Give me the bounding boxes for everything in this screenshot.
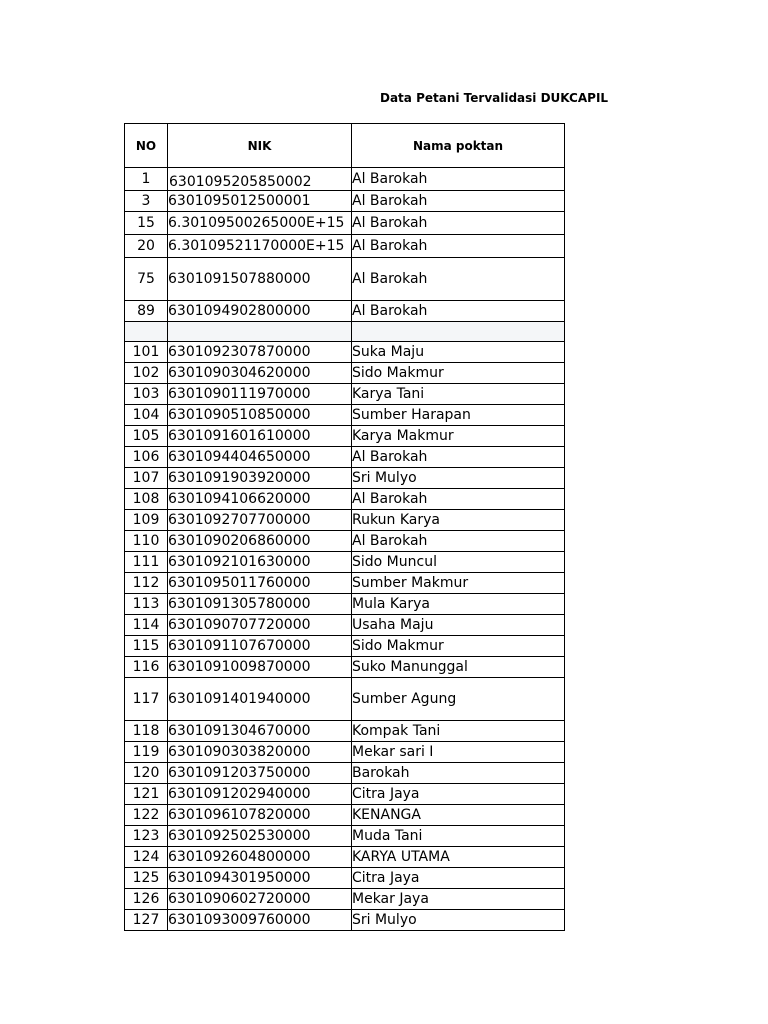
cell-nik: 6301091203750000 xyxy=(168,763,352,784)
cell-no: 106 xyxy=(125,447,168,468)
table-row xyxy=(125,301,565,322)
cell-nik: 6301094106620000 xyxy=(168,489,352,510)
table-row xyxy=(125,531,565,552)
cell-no xyxy=(125,322,168,342)
cell-nik: 6301090303820000 xyxy=(168,742,352,763)
table-row xyxy=(125,657,565,678)
cell-nama-poktan: Karya Tani xyxy=(352,384,565,405)
cell-no: 110 xyxy=(125,531,168,552)
cell-nama-poktan: Al Barokah xyxy=(352,258,565,301)
cell-no: 117 xyxy=(125,678,168,721)
cell-no: 103 xyxy=(125,384,168,405)
cell-no: 127 xyxy=(125,910,168,931)
table-row xyxy=(125,322,565,342)
cell-no: 101 xyxy=(125,342,168,363)
cell-no: 108 xyxy=(125,489,168,510)
cell-nik: 6301091107670000 xyxy=(168,636,352,657)
document-title-container xyxy=(350,89,609,109)
table-row xyxy=(125,678,565,721)
table-row xyxy=(125,847,565,868)
cell-nama-poktan: KARYA UTAMA xyxy=(352,847,565,868)
cell-no: 1 xyxy=(125,168,168,191)
cell-nik xyxy=(168,322,352,342)
header-nik: NIK xyxy=(168,124,352,168)
table-row xyxy=(125,784,565,805)
cell-nama-poktan xyxy=(352,322,565,342)
cell-no: 89 xyxy=(125,301,168,322)
cell-nama-poktan: Citra Jaya xyxy=(352,784,565,805)
cell-nik: 6301090206860000 xyxy=(168,531,352,552)
cell-nama-poktan: Al Barokah xyxy=(352,212,565,235)
cell-nik: 6301090111970000 xyxy=(168,384,352,405)
cell-no: 120 xyxy=(125,763,168,784)
cell-no: 75 xyxy=(125,258,168,301)
cell-nama-poktan: Sido Makmur xyxy=(352,363,565,384)
cell-no: 122 xyxy=(125,805,168,826)
cell-nama-poktan: Suko Manunggal xyxy=(352,657,565,678)
cell-nama-poktan: Al Barokah xyxy=(352,447,565,468)
cell-nama-poktan: Muda Tani xyxy=(352,826,565,847)
cell-nama-poktan: Sido Makmur xyxy=(352,636,565,657)
cell-no: 123 xyxy=(125,826,168,847)
cell-no: 116 xyxy=(125,657,168,678)
cell-nik: 6301094404650000 xyxy=(168,447,352,468)
cell-nik: 6301091903920000 xyxy=(168,468,352,489)
cell-nama-poktan: Barokah xyxy=(352,763,565,784)
cell-no: 102 xyxy=(125,363,168,384)
cell-no: 109 xyxy=(125,510,168,531)
cell-nik: 6301095011760000 xyxy=(168,573,352,594)
cell-no: 124 xyxy=(125,847,168,868)
table-header-row xyxy=(125,124,565,168)
cell-nama-poktan: Mekar Jaya xyxy=(352,889,565,910)
cell-nama-poktan: Mekar sari I xyxy=(352,742,565,763)
table-row xyxy=(125,721,565,742)
cell-nik: 6.30109500265000E+15 xyxy=(168,212,352,235)
farmer-table xyxy=(124,123,565,931)
cell-no: 105 xyxy=(125,426,168,447)
cell-no: 104 xyxy=(125,405,168,426)
table-row xyxy=(125,615,565,636)
header-no: NO xyxy=(125,124,168,168)
cell-nik: 6301091401940000 xyxy=(168,678,352,721)
table-row xyxy=(125,384,565,405)
cell-nik: 6301090707720000 xyxy=(168,615,352,636)
table-row xyxy=(125,636,565,657)
cell-nik: 6301092707700000 xyxy=(168,510,352,531)
table-row xyxy=(125,573,565,594)
cell-no: 121 xyxy=(125,784,168,805)
table-row xyxy=(125,868,565,889)
cell-nik: 6301091601610000 xyxy=(168,426,352,447)
cell-nama-poktan: Al Barokah xyxy=(352,168,565,191)
cell-nama-poktan: KENANGA xyxy=(352,805,565,826)
cell-nama-poktan: Sumber Agung xyxy=(352,678,565,721)
cell-nik: 6.30109521170000E+15 xyxy=(168,235,352,258)
cell-nik: 6301090602720000 xyxy=(168,889,352,910)
cell-nik: 6301094301950000 xyxy=(168,868,352,889)
cell-nama-poktan: Al Barokah xyxy=(352,531,565,552)
cell-no: 125 xyxy=(125,868,168,889)
table-row xyxy=(125,763,565,784)
cell-nik: 6301091305780000 xyxy=(168,594,352,615)
cell-no: 112 xyxy=(125,573,168,594)
table-row xyxy=(125,889,565,910)
cell-nama-poktan: Karya Makmur xyxy=(352,426,565,447)
cell-nama-poktan: Suka Maju xyxy=(352,342,565,363)
cell-nik: 6301093009760000 xyxy=(168,910,352,931)
table-row xyxy=(125,742,565,763)
cell-no: 20 xyxy=(125,235,168,258)
table-row xyxy=(125,510,565,531)
cell-no: 107 xyxy=(125,468,168,489)
cell-nama-poktan: Al Barokah xyxy=(352,235,565,258)
cell-nama-poktan: Sumber Makmur xyxy=(352,573,565,594)
header-nama-poktan: Nama poktan xyxy=(352,124,565,168)
cell-nik: 6301096107820000 xyxy=(168,805,352,826)
cell-nama-poktan: Al Barokah xyxy=(352,489,565,510)
table-row xyxy=(125,258,565,301)
cell-nik: 6301090510850000 xyxy=(168,405,352,426)
table-row xyxy=(125,826,565,847)
cell-nik: 6301095205850002 xyxy=(168,168,352,191)
table-row xyxy=(125,235,565,258)
cell-nik: 6301092101630000 xyxy=(168,552,352,573)
cell-nama-poktan: Citra Jaya xyxy=(352,868,565,889)
cell-nik: 6301091507880000 xyxy=(168,258,352,301)
cell-nama-poktan: Sumber Harapan xyxy=(352,405,565,426)
cell-nama-poktan: Sri Mulyo xyxy=(352,468,565,489)
table-row xyxy=(125,342,565,363)
cell-no: 15 xyxy=(125,212,168,235)
cell-nik: 6301090304620000 xyxy=(168,363,352,384)
cell-no: 115 xyxy=(125,636,168,657)
table-row xyxy=(125,405,565,426)
cell-nama-poktan: Mula Karya xyxy=(352,594,565,615)
table-row xyxy=(125,363,565,384)
cell-nik: 6301092307870000 xyxy=(168,342,352,363)
cell-nik: 6301091202940000 xyxy=(168,784,352,805)
cell-no: 126 xyxy=(125,889,168,910)
cell-nik: 6301091009870000 xyxy=(168,657,352,678)
table-row xyxy=(125,594,565,615)
cell-no: 113 xyxy=(125,594,168,615)
table-row xyxy=(125,191,565,212)
cell-nik: 6301094902800000 xyxy=(168,301,352,322)
cell-nik: 6301092604800000 xyxy=(168,847,352,868)
table-row xyxy=(125,447,565,468)
cell-nama-poktan: Al Barokah xyxy=(352,301,565,322)
table-row xyxy=(125,552,565,573)
cell-no: 111 xyxy=(125,552,168,573)
table-row xyxy=(125,489,565,510)
cell-nama-poktan: Kompak Tani xyxy=(352,721,565,742)
table-row xyxy=(125,468,565,489)
table-row xyxy=(125,212,565,235)
cell-no: 114 xyxy=(125,615,168,636)
cell-nama-poktan: Rukun Karya xyxy=(352,510,565,531)
cell-nik: 6301092502530000 xyxy=(168,826,352,847)
table-row xyxy=(125,426,565,447)
cell-no: 3 xyxy=(125,191,168,212)
cell-nama-poktan: Sri Mulyo xyxy=(352,910,565,931)
table-row xyxy=(125,910,565,931)
cell-no: 118 xyxy=(125,721,168,742)
table-body xyxy=(125,168,565,931)
document-title: Data Petani Tervalidasi DUKCAPIL xyxy=(380,91,609,105)
cell-nik: 6301095012500001 xyxy=(168,191,352,212)
cell-nama-poktan: Sido Muncul xyxy=(352,552,565,573)
table-row xyxy=(125,805,565,826)
cell-nik: 6301091304670000 xyxy=(168,721,352,742)
cell-nama-poktan: Al Barokah xyxy=(352,191,565,212)
table-row xyxy=(125,168,565,191)
cell-nama-poktan: Usaha Maju xyxy=(352,615,565,636)
cell-no: 119 xyxy=(125,742,168,763)
